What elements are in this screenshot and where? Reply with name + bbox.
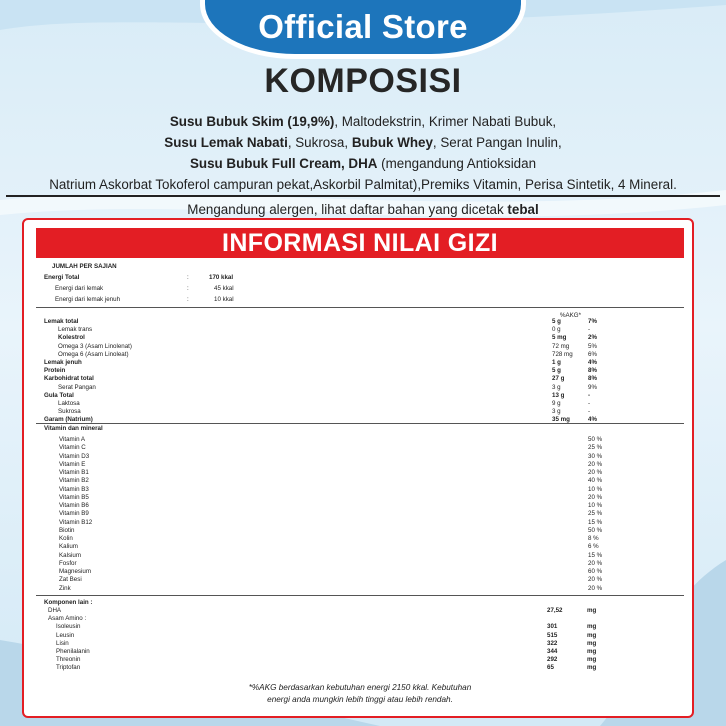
vitamin-label: Vitamin A	[59, 436, 86, 443]
vitamin-akg: 10 %	[588, 502, 603, 509]
vitamin-label: Vitamin C	[59, 444, 86, 452]
divider-line	[6, 195, 720, 197]
table-divider	[36, 307, 684, 308]
vitamin-label: Vitamin B12	[59, 518, 93, 526]
other-title: Komponen lain :	[44, 599, 93, 606]
component-unit: mg	[587, 664, 597, 672]
nutrient-label: Sukrosa	[58, 408, 81, 416]
component-unit: mg	[587, 631, 597, 639]
energy-label: Energi dari lemak	[55, 285, 104, 292]
nutrient-label: Gula Total	[44, 391, 74, 399]
component-label: Asam Amino :	[48, 615, 87, 623]
serving-title: JUMLAH PER SAJIAN	[52, 263, 117, 270]
allergen-note	[0, 202, 726, 217]
nutrient-akg: 5%	[588, 342, 597, 350]
component-amount: 515	[547, 631, 558, 639]
energy-label: Energi Total	[44, 274, 80, 281]
energy-value: 10 kkal	[214, 296, 234, 303]
vitamin-akg: 60 %	[588, 568, 603, 575]
nutrient-label: Lemak jenuh	[44, 359, 82, 366]
composition-line-1	[0, 111, 726, 132]
nutrient-label: Karbohidrat total	[44, 375, 94, 383]
composition-segment: , Sukrosa,	[287, 135, 352, 150]
vitamin-akg: 20 %	[588, 584, 603, 592]
vitamin-akg: 30 %	[588, 452, 603, 460]
vitamins-title: Vitamin dan mineral	[44, 425, 103, 432]
component-unit: mg	[587, 656, 597, 664]
nutrient-amount: 72 mg	[552, 342, 570, 350]
vitamin-label: Fosfor	[59, 559, 77, 567]
vitamin-akg: 15 %	[588, 518, 603, 526]
composition-segment: Susu Lemak Nabati	[164, 135, 288, 150]
composition-segment: , Serat Pangan Inulin,	[432, 135, 562, 150]
nutrient-akg: 8%	[588, 375, 597, 383]
component-unit: mg	[587, 639, 597, 647]
energy-separator: :	[187, 296, 189, 303]
component-label: DHA	[48, 607, 62, 614]
energy-separator: :	[187, 285, 189, 292]
nutrient-akg: -	[588, 391, 591, 399]
footnote-line-2: energi anda mungkin lebih tinggi atau lebih rendah.	[267, 695, 453, 704]
vitamin-label: Vitamin D3	[59, 452, 90, 460]
composition-segment: (mengandung Antioksidan	[377, 156, 537, 171]
vitamin-akg: 8 %	[588, 535, 599, 542]
vitamin-label: Vitamin B3	[59, 485, 89, 493]
nutrient-amount: 3 g	[552, 383, 561, 391]
vitamin-label: Vitamin B1	[59, 469, 89, 476]
component-amount: 27,52	[547, 607, 563, 614]
vitamin-akg: 25 %	[588, 444, 603, 452]
composition-segment: Bubuk Whey	[351, 135, 433, 150]
nutrition-table	[24, 220, 696, 680]
nutrient-amount: 5 g	[552, 318, 561, 325]
vitamin-akg: 20 %	[588, 576, 603, 584]
nutrient-akg: -	[588, 408, 591, 416]
nutrition-footnote	[24, 682, 696, 706]
vitamin-akg: 15 %	[588, 551, 603, 559]
nutrient-amount: 728 mg	[552, 350, 573, 358]
nutrient-amount: 1 g	[552, 359, 561, 366]
nutrient-amount: 3 g	[552, 408, 561, 416]
vitamin-akg: 50 %	[588, 526, 603, 534]
component-label: Lisin	[56, 639, 69, 647]
nutrient-label: Protein	[44, 367, 66, 375]
vitamin-akg: 20 %	[588, 493, 603, 501]
component-amount: 292	[547, 656, 558, 664]
composition-segment: Susu Bubuk Full Cream, DHA	[189, 156, 378, 171]
nutrient-label: Omega 6 (Asam Linoleat)	[58, 350, 129, 358]
component-unit: mg	[587, 648, 597, 655]
nutrition-panel	[22, 218, 694, 718]
vitamin-label: Vitamin B2	[59, 477, 89, 485]
vitamin-label: Kalium	[59, 543, 78, 551]
allergen-text: Mengandung alergen, lihat daftar bahan yang dicetak	[187, 202, 508, 217]
vitamin-akg: 20 %	[588, 460, 603, 468]
nutrient-label: Laktosa	[58, 400, 80, 407]
nutrient-amount: 35 mg	[552, 416, 570, 424]
vitamin-label: Vitamin B9	[59, 510, 89, 518]
component-label: Phenilalanin	[56, 648, 90, 655]
nutrient-amount: 27 g	[552, 375, 565, 383]
vitamin-label: Kalsium	[59, 551, 82, 559]
nutrient-label: Omega 3 (Asam Linolenat)	[58, 342, 132, 350]
composition-line-2	[0, 132, 726, 153]
composition-text	[0, 111, 726, 195]
vitamin-label: Vitamin B5	[59, 493, 89, 501]
component-label: Isoleusin	[56, 623, 81, 631]
component-unit: mg	[587, 623, 597, 631]
vitamin-akg: 20 %	[588, 469, 603, 476]
footnote-line-1: *%AKG berdasarkan kebutuhan energi 2150 kkal. Kebutuhan	[248, 683, 472, 692]
akg-header: %AKG*	[560, 312, 581, 319]
composition-line-4	[0, 174, 726, 195]
vitamin-akg: 6 %	[588, 543, 599, 551]
nutrient-label: Kolestrol	[58, 334, 85, 342]
vitamin-akg: 20 %	[588, 559, 603, 567]
nutrient-akg: -	[588, 400, 591, 407]
composition-segment: Natrium Askorbat Tokoferol campuran pekat,Askorbil Palmitat),Premiks Vitamin, Perisa Sintetik, 4 Mineral.	[49, 177, 677, 192]
composition-segment: , Maltodekstrin, Krimer Nabati Bubuk,	[334, 114, 557, 129]
energy-separator: :	[187, 274, 189, 281]
composition-segment: Susu Bubuk Skim (19,9%)	[169, 114, 335, 129]
table-divider	[36, 595, 684, 596]
vitamin-akg: 25 %	[588, 510, 603, 518]
vitamin-label: Vitamin B6	[59, 502, 89, 509]
nutrient-akg: 9%	[588, 383, 597, 391]
vitamin-akg: 10 %	[588, 485, 603, 493]
composition-heading: KOMPOSISI	[264, 62, 462, 100]
vitamin-label: Magnesium	[59, 568, 91, 575]
component-label: Threonin	[56, 656, 81, 664]
nutrient-akg: 4%	[588, 416, 597, 424]
table-divider	[36, 423, 684, 424]
component-label: Triptofan	[56, 664, 81, 672]
vitamin-label: Vitamin E	[59, 460, 86, 468]
component-unit: mg	[587, 607, 597, 614]
official-store-banner	[205, 0, 521, 54]
vitamin-label: Zat Besi	[59, 576, 82, 584]
composition-section	[0, 60, 726, 217]
nutrient-akg: 6%	[588, 350, 597, 358]
component-amount: 65	[547, 664, 554, 672]
component-amount: 322	[547, 639, 558, 647]
nutrient-amount: 5 g	[552, 367, 561, 375]
nutrition-header: INFORMASI NILAI GIZI	[36, 228, 684, 258]
nutrient-akg: 8%	[588, 367, 597, 375]
nutrient-akg: -	[588, 326, 591, 334]
nutrient-akg: 7%	[588, 318, 597, 325]
nutrient-amount: 9 g	[552, 400, 561, 407]
vitamin-akg: 40 %	[588, 477, 603, 485]
energy-value: 170 kkal	[209, 274, 234, 281]
vitamin-akg: 50 %	[588, 436, 603, 443]
nutrient-akg: 4%	[588, 359, 597, 366]
nutrient-label: Serat Pangan	[58, 383, 96, 391]
component-label: Leusin	[56, 631, 75, 639]
energy-value: 45 kkal	[214, 285, 234, 292]
nutrient-amount: 0 g	[552, 326, 561, 334]
component-amount: 301	[547, 623, 558, 631]
allergen-bold: tebal	[507, 202, 539, 217]
composition-line-3	[0, 153, 726, 174]
nutrient-label: Garam (Natrium)	[44, 416, 93, 424]
vitamin-label: Biotin	[59, 526, 75, 534]
component-amount: 344	[547, 648, 558, 655]
nutrient-amount: 13 g	[552, 391, 565, 399]
nutrient-label: Lemak total	[44, 318, 79, 325]
vitamin-label: Kolin	[59, 535, 73, 542]
nutrient-akg: 2%	[588, 334, 597, 342]
nutrient-amount: 5 mg	[552, 334, 567, 342]
vitamin-label: Zink	[59, 584, 71, 592]
nutrient-label: Lemak trans	[58, 326, 93, 334]
banner-label: Official Store	[258, 8, 468, 45]
energy-label: Energi dari lemak jenuh	[55, 296, 121, 303]
